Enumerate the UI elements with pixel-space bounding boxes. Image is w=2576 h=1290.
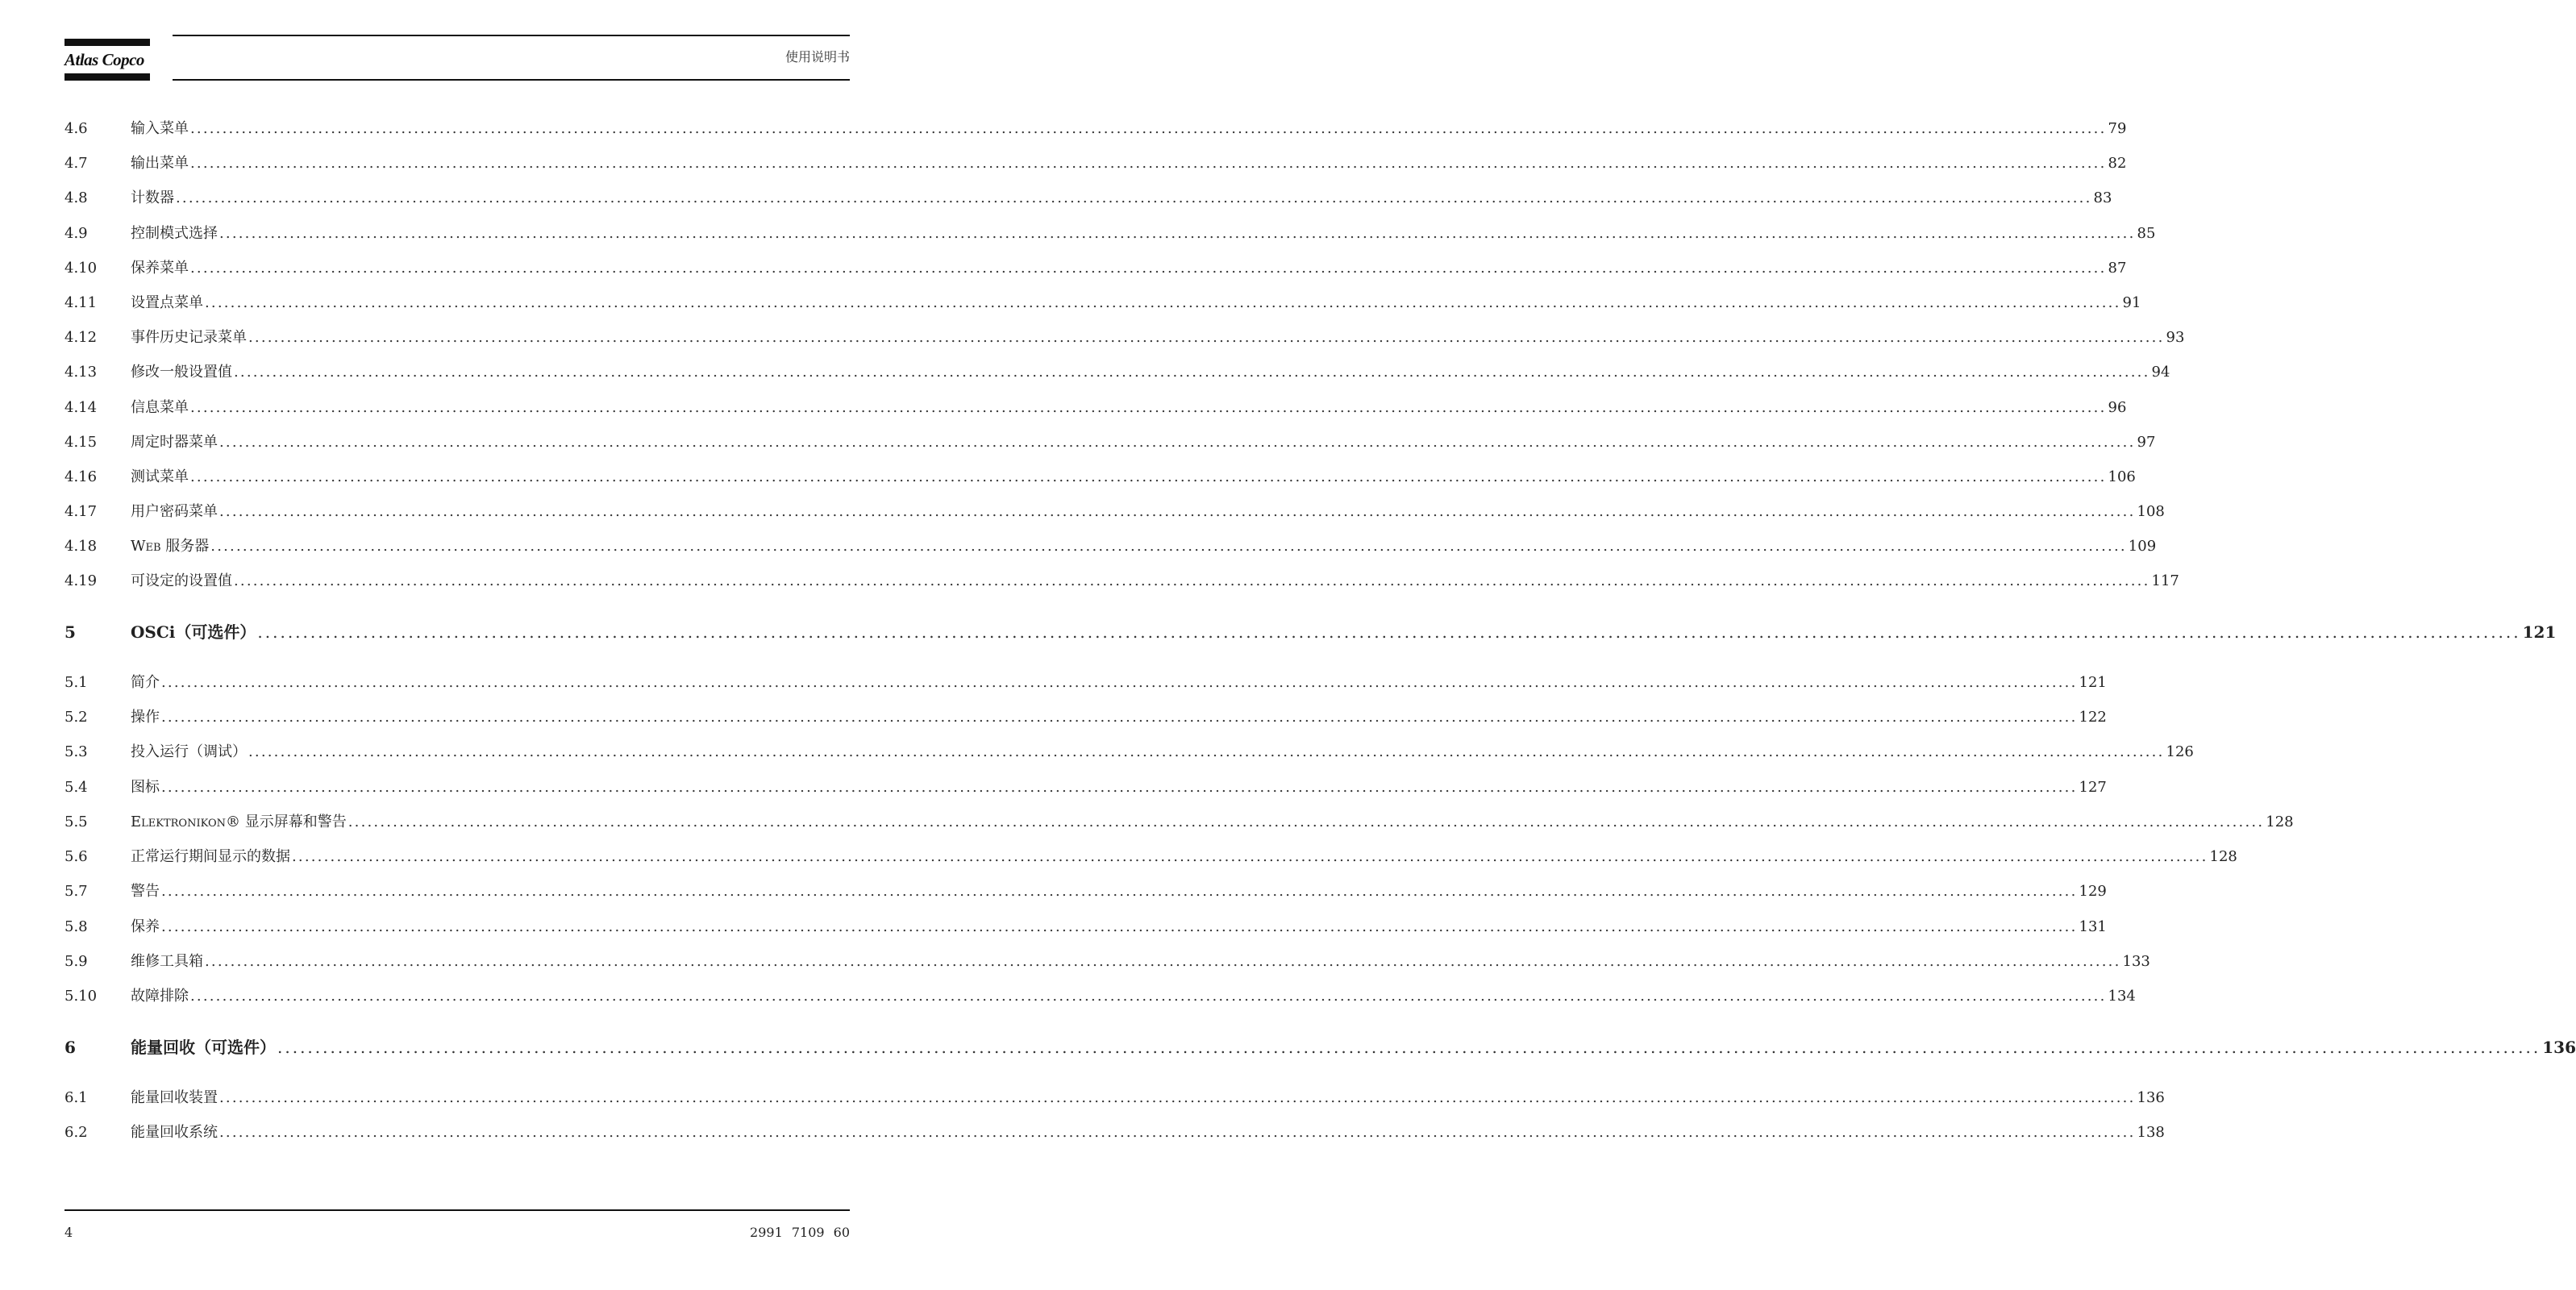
toc-title-text: 修改一般设置值 — [131, 364, 232, 381]
toc-section-number: 6.2 — [65, 1124, 88, 1141]
toc-section-title — [131, 708, 160, 727]
header-rule-bottom — [173, 79, 850, 81]
page-number: 4 — [65, 1225, 73, 1240]
toc-page-number: 122 — [2079, 709, 2107, 726]
footer-rule — [65, 1209, 850, 1211]
toc-section-title — [131, 987, 189, 1006]
toc-section-title — [131, 363, 232, 382]
toc-dot-leader: ............................................................................................................................................................................................................................................................................................................ — [219, 225, 2136, 242]
toc-row[interactable] — [65, 743, 2194, 762]
toc-page-number: 83 — [2093, 189, 2112, 206]
toc-section-title — [131, 622, 256, 642]
toc-section-title — [131, 154, 189, 173]
toc-title-text: 操作 — [131, 709, 160, 726]
toc-title-text: 正常运行期间显示的数据 — [131, 848, 290, 865]
toc-section-title — [131, 468, 189, 487]
toc-section-title — [131, 673, 160, 693]
toc-section-title — [131, 1088, 218, 1108]
toc-dot-leader: ............................................................................................................................................................................................................................................................................................................ — [190, 399, 2107, 416]
toc-page-number: 126 — [2166, 743, 2194, 760]
toc-page-number: 94 — [2151, 364, 2170, 381]
toc-row[interactable] — [65, 847, 2237, 867]
toc-section-number: 5.3 — [65, 743, 88, 760]
toc-dot-leader: ............................................................................................................................................................................................................................................................................................................ — [190, 120, 2107, 137]
toc-dot-leader: ............................................................................................................................................................................................................................................................................................................ — [190, 260, 2107, 277]
toc-dot-leader: ............................................................................................................................................................................................................................................................................................................ — [161, 918, 2078, 935]
toc-row[interactable] — [65, 119, 2127, 139]
toc-title-text: OSCi（可选件） — [131, 622, 256, 642]
toc-title-text: 输入菜单 — [131, 120, 189, 137]
toc-row[interactable] — [65, 882, 2107, 901]
toc-section-title — [131, 502, 218, 522]
toc-dot-leader: ............................................................................................................................................................................................................................................................................................................ — [219, 1089, 2136, 1106]
toc-row[interactable] — [65, 1123, 2165, 1142]
toc-page-number: 121 — [2522, 622, 2557, 642]
toc-section-title — [131, 813, 347, 832]
toc-row[interactable] — [65, 673, 2107, 693]
toc-section-number: 4.17 — [65, 503, 98, 520]
atlas-copco-logo — [65, 39, 150, 81]
toc-section-title — [131, 882, 160, 901]
toc-section-number: 5.2 — [65, 709, 88, 726]
toc-section-title — [131, 398, 189, 418]
toc-page-number: 91 — [2122, 294, 2141, 311]
toc-dot-leader: ............................................................................................................................................................................................................................................................................................................ — [190, 468, 2107, 485]
toc-page-number: 129 — [2079, 883, 2107, 900]
toc-row[interactable] — [65, 259, 2127, 278]
toc-page-number: 106 — [2108, 468, 2136, 485]
toc-page-number: 97 — [2137, 434, 2156, 451]
toc-title-text: 维修工具箱 — [131, 953, 203, 970]
toc-row[interactable] — [65, 537, 2157, 556]
toc-row[interactable] — [65, 468, 2136, 487]
toc-row[interactable] — [65, 987, 2136, 1006]
toc-dot-leader: ............................................................................................................................................................................................................................................................................................................ — [219, 434, 2136, 451]
toc-section-number: 4.15 — [65, 434, 98, 451]
toc-title-text: 可设定的设置值 — [131, 572, 232, 589]
toc-row[interactable] — [65, 708, 2107, 727]
toc-row[interactable] — [65, 154, 2127, 173]
toc-section-title — [131, 293, 203, 313]
toc-title-text: 故障排除 — [131, 988, 189, 1005]
toc-section-number: 5.9 — [65, 953, 88, 970]
toc-section-title — [131, 1123, 218, 1142]
toc-section-title — [131, 328, 247, 347]
toc-row[interactable] — [65, 328, 2185, 347]
toc-section-title — [131, 847, 290, 867]
toc-dot-leader: ............................................................................................................................................................................................................................................................................................................ — [219, 503, 2136, 520]
toc-section-title — [131, 918, 160, 937]
toc-title-text: 控制模式选择 — [131, 225, 218, 242]
toc-page-number: 96 — [2108, 399, 2127, 416]
toc-section-number: 6.1 — [65, 1089, 88, 1106]
toc-section-number: 5.6 — [65, 848, 88, 865]
toc-section-number: 4.18 — [65, 538, 98, 555]
toc-title-text: 测试菜单 — [131, 468, 189, 485]
toc-title-text: 事件历史记录菜单 — [131, 329, 247, 346]
header-rule-top — [173, 35, 850, 36]
toc-page-number: 79 — [2108, 120, 2127, 137]
toc-page-number: 136 — [2137, 1089, 2165, 1106]
toc-row[interactable] — [65, 778, 2107, 797]
toc-section-title — [131, 224, 218, 243]
toc-chapter-row[interactable] — [65, 622, 2557, 642]
toc-title-text: 能量回收系统 — [131, 1124, 218, 1141]
toc-page-number: 108 — [2137, 503, 2165, 520]
toc-section-number: 4.6 — [65, 120, 88, 137]
toc-section-number: 4.13 — [65, 364, 98, 381]
toc-title-text: 用户密码菜单 — [131, 503, 218, 520]
document-code: 2991 7109 60 — [750, 1225, 850, 1240]
toc-page-number: 121 — [2079, 674, 2107, 691]
toc-dot-leader: ............................................................................................................................................................................................................................................................................................................ — [205, 294, 2121, 311]
toc-section-number: 5.10 — [65, 988, 98, 1005]
toc-title-text: 保养菜单 — [131, 260, 189, 277]
toc-section-title — [131, 1038, 276, 1057]
toc-section-title — [131, 743, 247, 762]
toc-page-number: 82 — [2108, 155, 2127, 172]
toc-section-title — [131, 952, 203, 972]
toc-row[interactable] — [65, 1088, 2165, 1108]
toc-section-title — [131, 119, 189, 139]
toc-row[interactable] — [65, 224, 2156, 243]
toc-dot-leader: ............................................................................................................................................................................................................................................................................................................ — [234, 572, 2150, 589]
toc-dot-leader: ............................................................................................................................................................................................................................................................................................................ — [347, 814, 2265, 830]
toc-dot-leader: ............................................................................................................................................................................................................................................................................................................ — [292, 848, 2208, 865]
toc-page-number: 93 — [2166, 329, 2185, 346]
toc-section-number: 4.19 — [65, 572, 98, 589]
toc-row[interactable] — [65, 572, 2179, 591]
toc-page-number: 138 — [2137, 1124, 2165, 1141]
toc-page-number: 128 — [2209, 848, 2237, 865]
toc-title-text: 显示屏幕和警告 — [240, 814, 347, 830]
toc-title-text: 服务器 — [160, 538, 210, 555]
toc-title-prefix: Elektronikon® — [131, 814, 240, 830]
logo-bar-bottom — [65, 73, 150, 81]
toc-row[interactable] — [65, 918, 2107, 937]
toc-section-number: 4.16 — [65, 468, 98, 485]
logo-bar-top — [65, 39, 150, 46]
toc-row[interactable] — [65, 433, 2156, 452]
toc-section-number: 4.14 — [65, 399, 98, 416]
toc-section-number: 4.10 — [65, 260, 98, 277]
toc-section-number: 5.1 — [65, 674, 88, 691]
toc-dot-leader: ............................................................................................................................................................................................................................................................................................................ — [190, 988, 2107, 1005]
toc-section-number: 5.8 — [65, 918, 88, 935]
toc-page-number: 117 — [2151, 572, 2179, 589]
toc-dot-leader: ............................................................................................................................................................................................................................................................................................................ — [161, 709, 2078, 726]
toc-section-number: 5.4 — [65, 779, 88, 796]
toc-title-text: 计数器 — [131, 189, 174, 206]
toc-dot-leader: ............................................................................................................................................................................................................................................................................................................ — [277, 1038, 2541, 1057]
toc-row[interactable] — [65, 952, 2150, 972]
toc-row[interactable] — [65, 189, 2112, 208]
toc-row[interactable] — [65, 398, 2127, 418]
toc-section-title — [131, 537, 209, 556]
toc-dot-leader: ............................................................................................................................................................................................................................................................................................................ — [161, 883, 2078, 900]
toc-page-number: 136 — [2542, 1038, 2576, 1057]
toc-chapter-row[interactable] — [65, 1038, 2576, 1057]
toc-title-text: 保养 — [131, 918, 160, 935]
toc-row[interactable] — [65, 293, 2141, 313]
toc-section-title — [131, 189, 174, 208]
toc-dot-leader: ............................................................................................................................................................................................................................................................................................................ — [257, 622, 2521, 642]
toc-dot-leader: ............................................................................................................................................................................................................................................................................................................ — [234, 364, 2150, 381]
toc-dot-leader: ............................................................................................................................................................................................................................................................................................................ — [248, 329, 2165, 346]
toc-page-number: 109 — [2128, 538, 2157, 555]
toc-section-number: 5.5 — [65, 814, 88, 830]
toc-title-prefix: Web — [131, 538, 161, 555]
toc-dot-leader: ............................................................................................................................................................................................................................................................................................................ — [248, 743, 2165, 760]
toc-dot-leader: ............................................................................................................................................................................................................................................................................................................ — [210, 538, 2127, 555]
toc-title-text: 能量回收装置 — [131, 1089, 218, 1106]
toc-section-number: 4.9 — [65, 225, 88, 242]
toc-section-number: 4.8 — [65, 189, 88, 206]
toc-page-number: 87 — [2108, 260, 2127, 277]
toc-row[interactable] — [65, 502, 2165, 522]
toc-section-number: 4.12 — [65, 329, 98, 346]
toc-section-number: 4.11 — [65, 294, 98, 311]
toc-page-number: 131 — [2079, 918, 2107, 935]
toc-page-number: 127 — [2079, 779, 2107, 796]
toc-title-text: 周定时器菜单 — [131, 434, 218, 451]
toc-section-number: 4.7 — [65, 155, 88, 172]
toc-row[interactable] — [65, 363, 2170, 382]
toc-section-title — [131, 259, 189, 278]
toc-dot-leader: ............................................................................................................................................................................................................................................................................................................ — [219, 1124, 2136, 1141]
toc-section-number: 6 — [65, 1038, 76, 1057]
toc-dot-leader: ............................................................................................................................................................................................................................................................................................................ — [190, 155, 2107, 172]
toc-dot-leader: ............................................................................................................................................................................................................................................................................................................ — [205, 953, 2121, 970]
toc-page-number: 134 — [2108, 988, 2136, 1005]
toc-section-number: 5.7 — [65, 883, 88, 900]
toc-title-text: 投入运行（调试） — [131, 743, 247, 760]
toc-title-text: 图标 — [131, 779, 160, 796]
toc-dot-leader: ............................................................................................................................................................................................................................................................................................................ — [161, 779, 2078, 796]
toc-section-title — [131, 433, 218, 452]
toc-row[interactable] — [65, 813, 2294, 832]
toc-section-title — [131, 572, 232, 591]
toc-title-text: 能量回收（可选件） — [131, 1038, 276, 1057]
toc-page-number: 85 — [2137, 225, 2156, 242]
toc-title-text: 信息菜单 — [131, 399, 189, 416]
toc-title-text: 简介 — [131, 674, 160, 691]
toc-dot-leader: ............................................................................................................................................................................................................................................................................................................ — [161, 674, 2078, 691]
toc-section-title — [131, 778, 160, 797]
toc-page-number: 133 — [2122, 953, 2150, 970]
logo-text: Atlas Copco — [65, 50, 144, 69]
toc-title-text: 输出菜单 — [131, 155, 189, 172]
toc-page-number: 128 — [2266, 814, 2294, 830]
toc-dot-leader: ............................................................................................................................................................................................................................................................................................................ — [176, 189, 2092, 206]
toc-title-text: 警告 — [131, 883, 160, 900]
toc-section-number: 5 — [65, 622, 76, 642]
document-title: 使用说明书 — [784, 49, 850, 64]
toc-title-text: 设置点菜单 — [131, 294, 203, 311]
